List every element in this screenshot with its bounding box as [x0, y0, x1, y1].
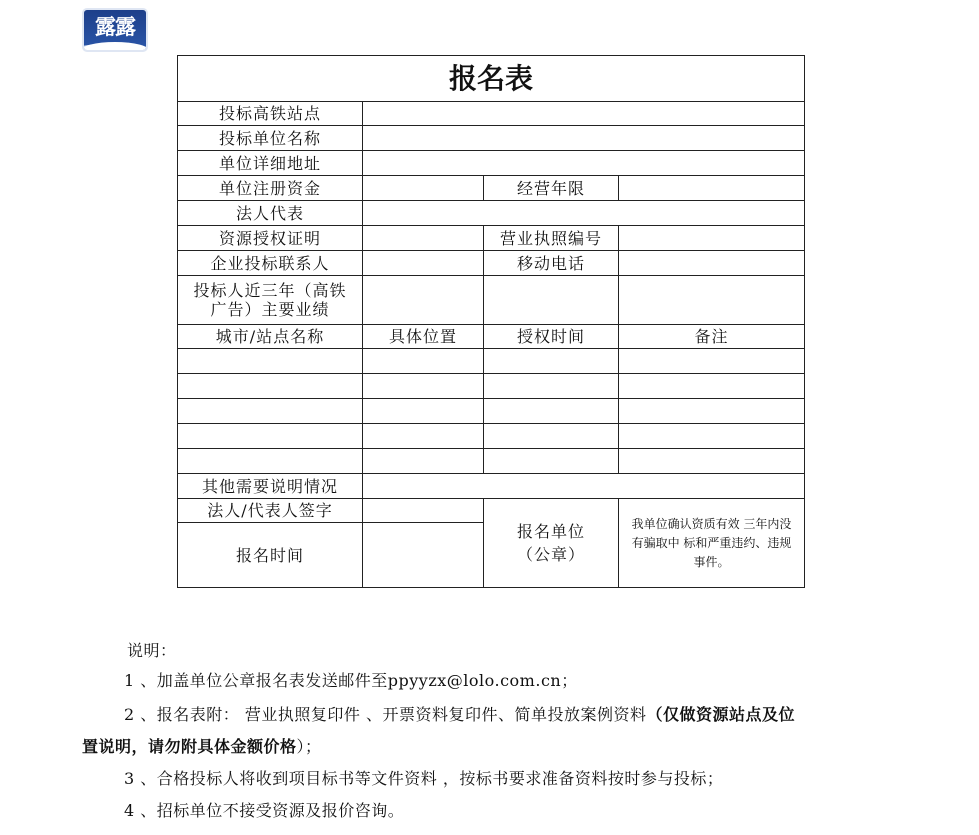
table-cell[interactable] [363, 399, 484, 424]
label-resource-cert: 资源授权证明 [178, 226, 363, 251]
value-contact[interactable] [363, 251, 484, 276]
table-cell[interactable] [178, 349, 363, 374]
declaration-text: 我单位确认资质有效 三年内没有骗取中 标和严重违约、违规事件。 [619, 499, 805, 588]
value-performance-2[interactable] [484, 276, 619, 325]
label-contact: 企业投标联系人 [178, 251, 363, 276]
note-item-2-emphasis-b: 置说明，请勿附具体金额价格 [82, 737, 297, 756]
value-date[interactable] [363, 523, 484, 588]
logo-text: 露露 [95, 14, 135, 39]
note-item-2-end: ）； [296, 737, 322, 756]
table-cell[interactable] [363, 374, 484, 399]
label-mobile: 移动电话 [484, 251, 619, 276]
label-capital: 单位注册资金 [178, 176, 363, 201]
label-date: 报名时间 [178, 523, 363, 588]
value-resource-cert[interactable] [363, 226, 484, 251]
table-row [178, 349, 805, 374]
value-station[interactable] [363, 102, 805, 126]
note-item-4: 4 、招标单位不接受资源及报价咨询。 [124, 801, 405, 820]
note-item-2-emphasis-a: （仅做资源站点及位 [646, 705, 795, 724]
value-legal-rep[interactable] [363, 201, 805, 226]
value-mobile[interactable] [619, 251, 805, 276]
logo-wave-white [82, 42, 148, 52]
label-legal-rep: 法人代表 [178, 201, 363, 226]
table-cell[interactable] [619, 424, 805, 449]
table-cell[interactable] [619, 449, 805, 474]
value-address[interactable] [363, 151, 805, 176]
note-item-1: 1 、加盖单位公章报名表发送邮件至ppyyzx@lolo.com.cn； [124, 671, 578, 690]
table-cell[interactable] [619, 399, 805, 424]
table-cell[interactable] [619, 349, 805, 374]
table-cell[interactable] [178, 374, 363, 399]
label-license-no: 营业执照编号 [484, 226, 619, 251]
value-license-no[interactable] [619, 226, 805, 251]
seal-label: 报名单位 [516, 522, 585, 541]
table-cell[interactable] [363, 449, 484, 474]
table-cell[interactable] [178, 399, 363, 424]
header-auth-time: 授权时间 [484, 325, 619, 349]
table-cell[interactable] [178, 424, 363, 449]
value-unit-name[interactable] [363, 126, 805, 151]
table-cell[interactable] [178, 449, 363, 474]
header-city-station: 城市/站点名称 [178, 325, 363, 349]
label-station: 投标高铁站点 [178, 102, 363, 126]
registration-form-table [177, 55, 805, 588]
brand-logo [82, 8, 148, 52]
notes-heading: 说明： [127, 641, 177, 660]
table-cell[interactable] [484, 374, 619, 399]
note-item-2-cont [82, 737, 322, 757]
header-remarks: 备注 [619, 325, 805, 349]
seal-note: （公章） [516, 545, 585, 564]
table-cell[interactable] [484, 399, 619, 424]
table-cell[interactable] [484, 424, 619, 449]
note-item-2-text: 2 、报名表附： 营业执照复印件 、开票资料复印件、简单投放案例资料 [124, 705, 647, 724]
value-capital[interactable] [363, 176, 484, 201]
table-row [178, 374, 805, 399]
table-row [178, 424, 805, 449]
label-years: 经营年限 [484, 176, 619, 201]
table-row [178, 449, 805, 474]
header-position: 具体位置 [363, 325, 484, 349]
value-years[interactable] [619, 176, 805, 201]
label-other-notes: 其他需要说明情况 [178, 474, 363, 499]
table-cell[interactable] [619, 374, 805, 399]
table-row [178, 399, 805, 424]
table-cell[interactable] [484, 449, 619, 474]
label-performance: 投标人近三年（高铁广告）主要业绩 [178, 276, 363, 325]
value-other-notes[interactable] [363, 474, 805, 499]
label-unit-name: 投标单位名称 [178, 126, 363, 151]
note-item-2 [124, 705, 795, 725]
value-signature[interactable] [363, 499, 484, 523]
label-address: 单位详细地址 [178, 151, 363, 176]
seal-cell [484, 499, 619, 588]
form-title: 报名表 [178, 56, 805, 102]
value-performance-1[interactable] [363, 276, 484, 325]
note-item-3: 3 、合格投标人将收到项目标书等文件资料 ，按标书要求准备资料按时参与投标； [124, 769, 724, 788]
table-cell[interactable] [363, 349, 484, 374]
value-performance-3[interactable] [619, 276, 805, 325]
table-cell[interactable] [363, 424, 484, 449]
label-signature: 法人/代表人签字 [178, 499, 363, 523]
table-cell[interactable] [484, 349, 619, 374]
